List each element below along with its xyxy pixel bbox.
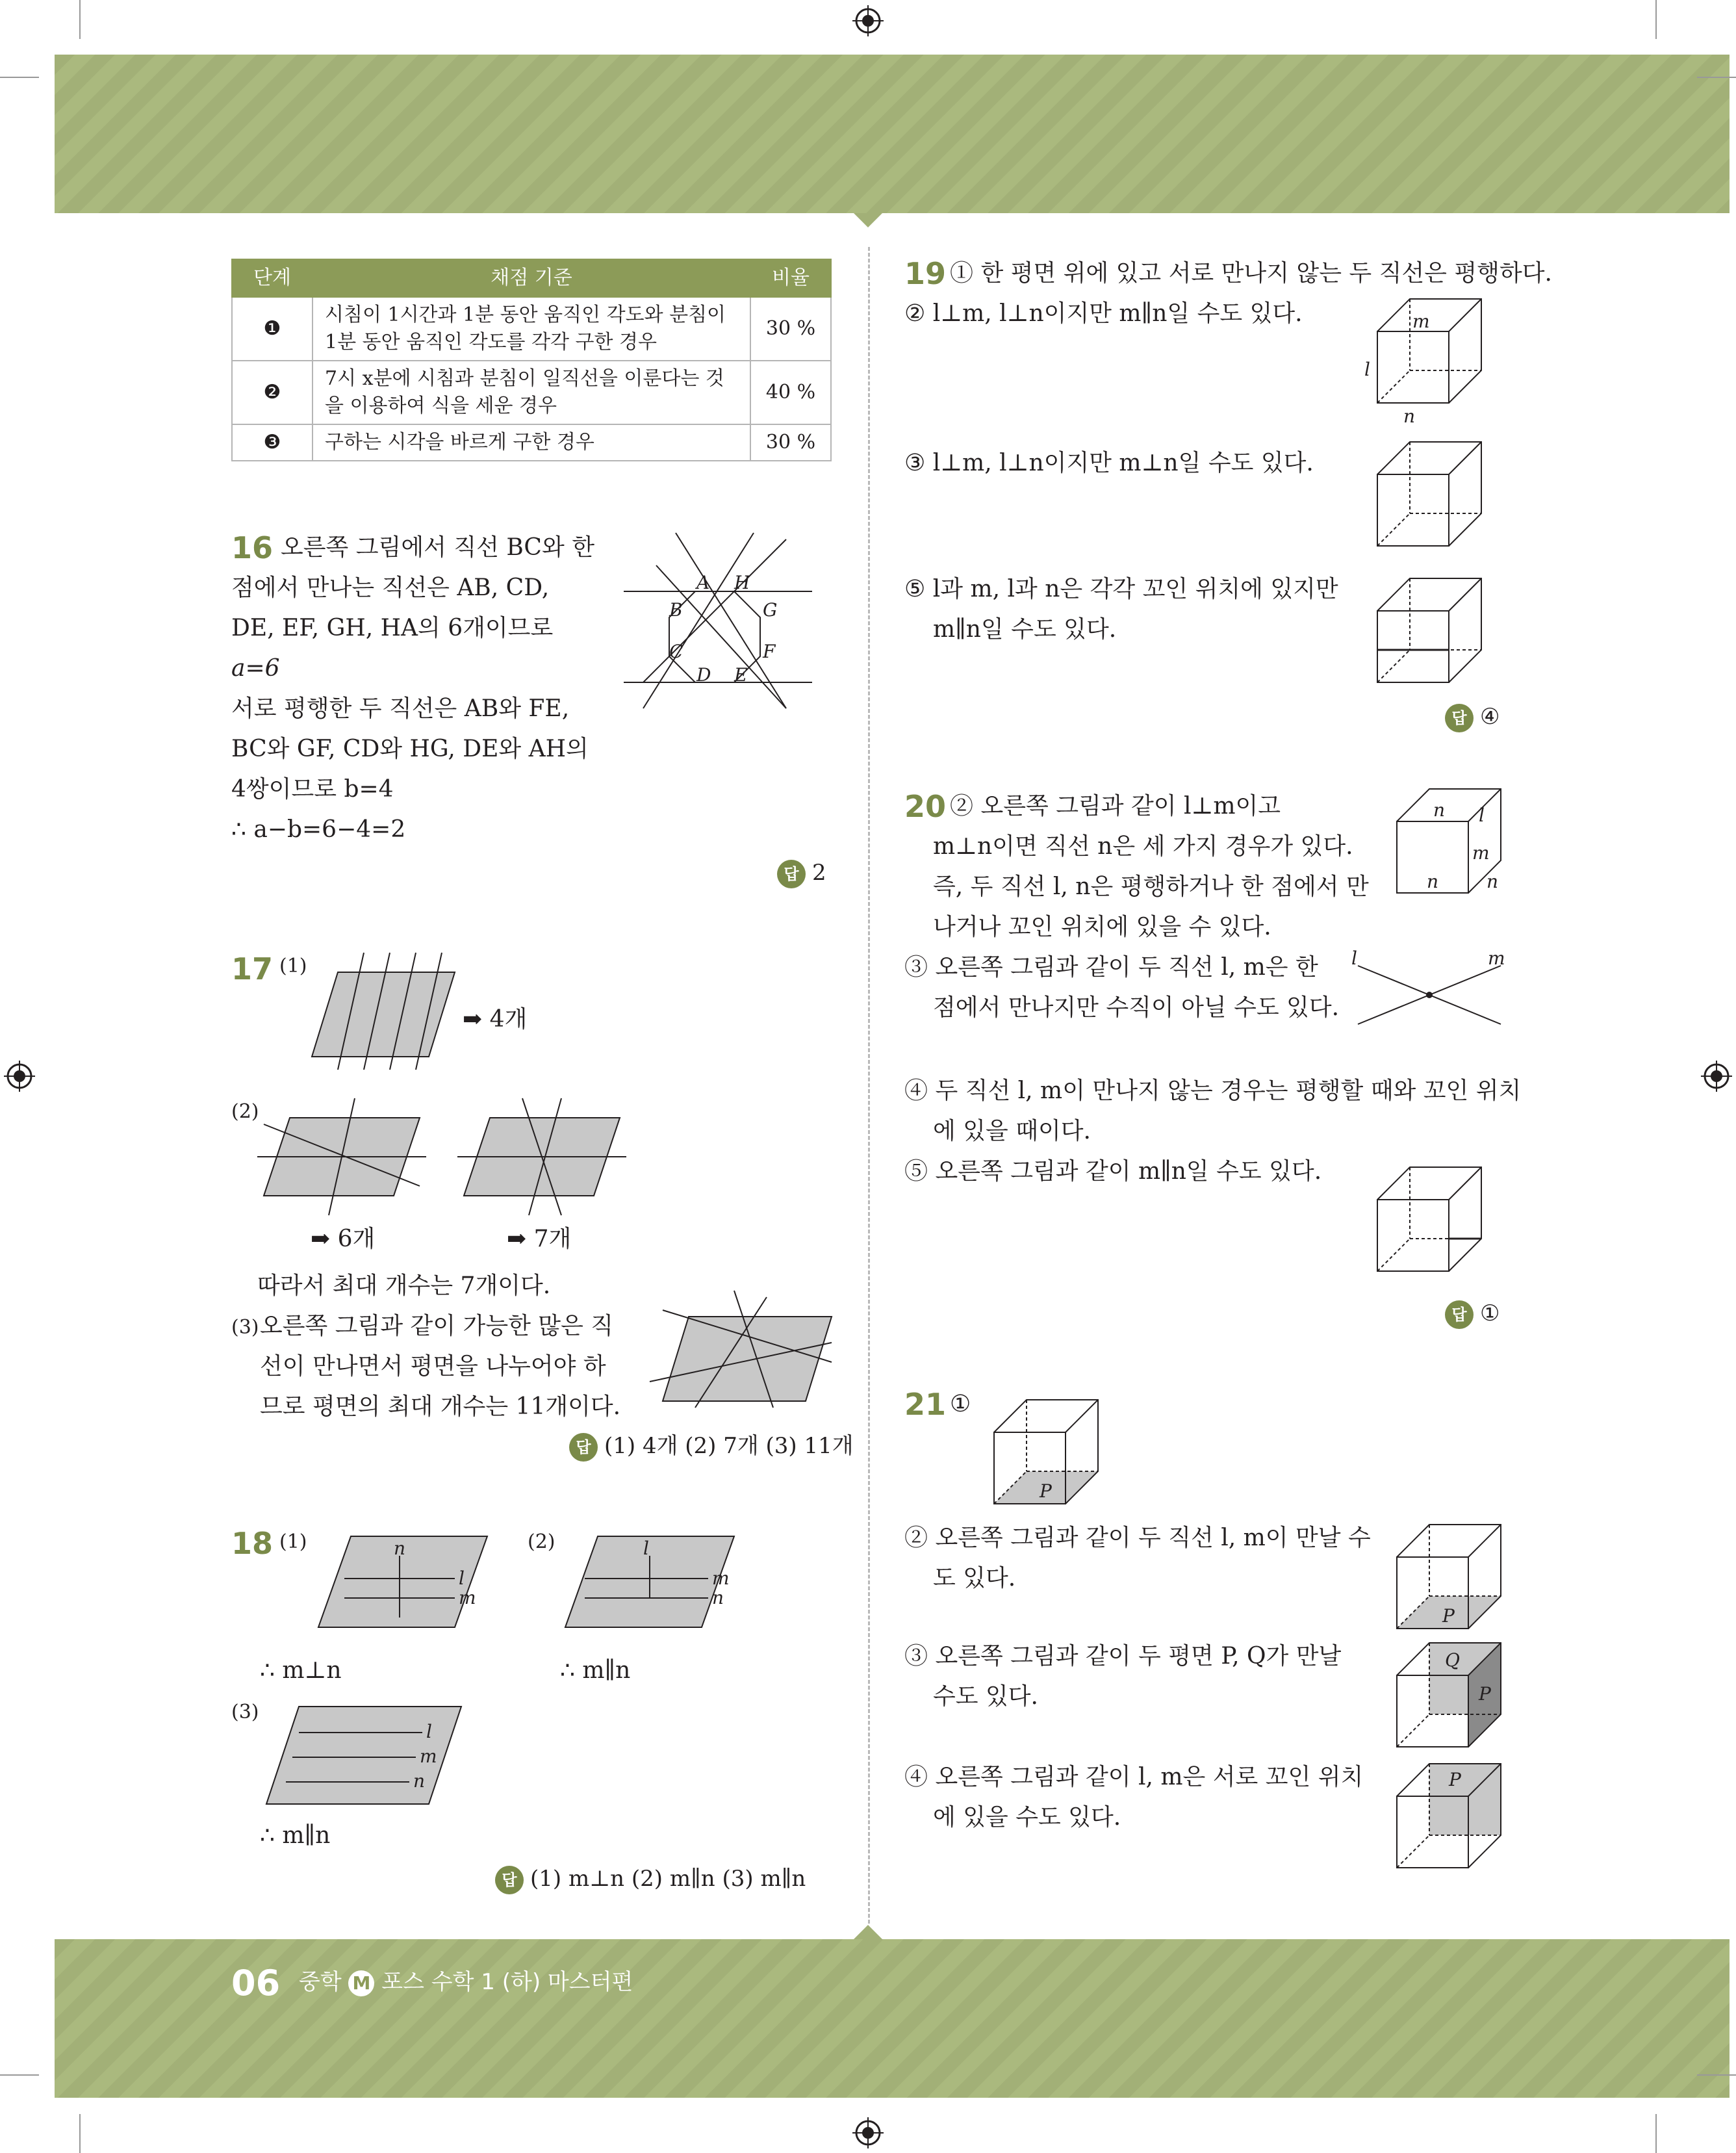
cube-figure <box>1364 1161 1494 1278</box>
line-label: l <box>459 1567 465 1589</box>
line-label: n <box>413 1770 426 1792</box>
criteria-line: 1분 동안 움직인 각도를 각각 구한 경우 <box>325 331 657 354</box>
column-divider <box>868 247 870 1924</box>
octagon-lines-figure <box>624 520 832 734</box>
crop-mark <box>1697 2074 1736 2076</box>
part-label: (3) <box>231 1701 259 1723</box>
line-label: l <box>643 1538 649 1559</box>
ratio-cell: 30 % <box>750 424 831 461</box>
book-title-b: 포스 수학 1 (하) 마스터편 <box>381 1969 633 1995</box>
problem-number: 17 <box>231 951 274 986</box>
line-label: n <box>394 1538 406 1559</box>
criteria-line: 을 이용하여 식을 세운 경우 <box>325 394 557 417</box>
cube-figure <box>1364 442 1494 559</box>
result-text: ➡ 7개 <box>507 1226 572 1252</box>
answer-badge: 답 <box>777 860 806 888</box>
part-label: (1) <box>279 1530 307 1553</box>
solution-line: 도 있다. <box>933 1565 1016 1592</box>
solution-line: 따라서 최대 개수는 7개이다. <box>257 1272 551 1299</box>
answer-badge: 답 <box>569 1433 598 1462</box>
answer <box>777 857 826 889</box>
criteria-line: 7시 x분에 시침과 분침이 일직선을 이룬다는 것 <box>325 367 724 390</box>
cube-figure <box>1364 572 1494 689</box>
solution-line: 수도 있다. <box>933 1683 1038 1710</box>
line-label: n <box>712 1587 724 1608</box>
bottom-banner-notch <box>854 1925 882 1939</box>
problem-number: 18 <box>231 1526 274 1561</box>
cube-figure <box>1390 1643 1507 1753</box>
part-label: (2) <box>528 1530 555 1553</box>
part-label: (1) <box>279 955 307 977</box>
solution-line: 점에서 만나는 직선은 AB, CD, <box>231 574 550 601</box>
line-label: l <box>1479 805 1485 826</box>
solution-line: ④ 오른쪽 그림과 같이 l, m은 서로 꼬인 위치 <box>904 1764 1364 1790</box>
parallelogram-figure <box>312 953 455 1070</box>
table-header-row <box>232 259 831 297</box>
line-label: m <box>459 1587 476 1608</box>
solution-line: ② l⊥m, l⊥n이지만 m∥n일 수도 있다. <box>904 300 1303 327</box>
point-label: E <box>734 664 748 686</box>
point-label: F <box>763 641 776 662</box>
cube-figure <box>1390 1525 1507 1635</box>
solution-line: ③ 오른쪽 그림과 같이 두 직선 l, m은 한 <box>904 954 1318 981</box>
solution-line: ⑤ 오른쪽 그림과 같이 m∥n일 수도 있다. <box>904 1158 1322 1185</box>
intersecting-lines-figure <box>1351 948 1507 1031</box>
line-label: n <box>1487 871 1499 892</box>
solution-line: 오른쪽 그림에서 직선 BC와 한 <box>281 534 594 561</box>
solution-line: ∴ a−b=6−4=2 <box>231 816 406 843</box>
crop-mark <box>1697 77 1736 78</box>
solution-line: ⑤ l과 m, l과 n은 각각 꼬인 위치에 있지만 <box>904 576 1338 602</box>
result-text: ∴ m⊥n <box>260 1657 342 1684</box>
answer-text: ④ <box>1480 704 1500 730</box>
table-row <box>232 424 831 461</box>
crop-mark <box>0 2074 39 2076</box>
plane-label: P <box>1479 1683 1491 1705</box>
line-label: l <box>1351 948 1357 969</box>
solution-line: ② 오른쪽 그림과 같이 두 직선 l, m이 만날 수 <box>904 1525 1371 1551</box>
cube-figure <box>981 1393 1111 1510</box>
line-label: l <box>1364 359 1370 380</box>
solution-line: DE, EF, GH, HA의 6개이므로 <box>231 615 554 641</box>
line-label: m <box>712 1567 730 1589</box>
solution-line: ② 오른쪽 그림과 같이 l⊥m이고 <box>950 793 1281 819</box>
cube-figure <box>1364 292 1494 427</box>
solution-line: 4쌍이므로 b=4 <box>231 776 394 803</box>
problem-number: 16 <box>231 530 274 565</box>
plane-label: P <box>1449 1769 1461 1790</box>
registration-mark-icon <box>852 5 884 36</box>
line-label: m <box>1488 948 1505 969</box>
line-label: m <box>1472 842 1490 864</box>
point-label: C <box>669 641 683 662</box>
ratio-cell: 30 % <box>750 297 831 361</box>
solution-line: 에 있을 수도 있다. <box>933 1804 1121 1831</box>
page-footer <box>231 1963 633 2003</box>
point-label: G <box>763 599 778 621</box>
solution-line: ① 한 평면 위에 있고 서로 만나지 않는 두 직선은 평행하다. <box>950 260 1552 287</box>
answer-text: (1) 4개 (2) 7개 (3) 11개 <box>604 1433 854 1459</box>
problem-number: 21 <box>904 1387 947 1422</box>
plane-lines-figure <box>559 1530 741 1634</box>
parallelogram-figure <box>457 1098 626 1215</box>
step-cell: ❶ <box>232 297 313 361</box>
solution-line: 므로 평면의 최대 개수는 11개이다. <box>260 1393 621 1420</box>
answer-badge: 답 <box>1445 704 1474 732</box>
table-header: 단계 <box>232 259 313 297</box>
crop-mark <box>79 0 81 39</box>
line-label: m <box>1412 311 1430 332</box>
step-cell: ❷ <box>232 361 313 424</box>
point-label: D <box>696 664 711 686</box>
solution-line: m⊥n이면 직선 n은 세 가지 경우가 있다. <box>933 833 1353 860</box>
scoring-table <box>231 259 832 461</box>
table-header: 비율 <box>750 259 831 297</box>
top-banner-notch <box>854 213 882 227</box>
table-header: 채점 기준 <box>313 259 750 297</box>
solution-line: ③ 오른쪽 그림과 같이 두 평면 P, Q가 만날 <box>904 1643 1342 1670</box>
line-label: l <box>426 1721 432 1742</box>
criteria-cell <box>313 424 750 461</box>
registration-mark-icon <box>1701 1061 1732 1092</box>
solution-line: 선이 만나면서 평면을 나누어야 하 <box>260 1353 606 1380</box>
result-text: ➡ 6개 <box>311 1226 376 1252</box>
step-cell: ❸ <box>232 424 313 461</box>
solution-line: ④ 두 직선 l, m이 만나지 않는 경우는 평행할 때와 꼬인 위치 <box>904 1077 1522 1104</box>
plane-lines-figure <box>260 1700 468 1811</box>
solution-line: BC와 GF, CD와 HG, DE와 AH의 <box>231 736 589 762</box>
part-label: (3) <box>231 1316 259 1339</box>
criteria-cell <box>313 361 750 424</box>
plane-lines-figure <box>312 1530 494 1634</box>
answer-badge: 답 <box>1445 1300 1474 1329</box>
registration-mark-icon <box>852 2117 884 2148</box>
line-label: n <box>1427 871 1439 892</box>
point-label: H <box>734 572 750 593</box>
part-label: (2) <box>231 1100 259 1123</box>
result-text: ∴ m∥n <box>560 1657 631 1684</box>
book-title-a: 중학 <box>298 1969 342 1995</box>
book-logo-icon: M <box>348 1970 374 1996</box>
ratio-cell: 40 % <box>750 361 831 424</box>
page-number: 06 <box>231 1962 281 2004</box>
point-label: B <box>669 599 683 621</box>
answer-text: (1) m⊥n (2) m∥n (3) m∥n <box>530 1866 806 1892</box>
crop-mark <box>0 77 39 78</box>
problem-number: 20 <box>904 789 947 824</box>
crop-mark <box>1655 0 1657 39</box>
answer <box>1445 1297 1500 1330</box>
cube-figure <box>1390 789 1507 899</box>
solution-line: 즉, 두 직선 l, n은 평행하거나 한 점에서 만 <box>933 873 1369 900</box>
answer-text: ① <box>1480 1300 1500 1326</box>
result-text: ➡ 4개 <box>463 1006 528 1033</box>
solution-line: a=6 <box>231 655 280 682</box>
answer-text: 2 <box>812 860 826 886</box>
crop-mark <box>79 2114 81 2153</box>
criteria-cell <box>313 297 750 361</box>
line-label: m <box>420 1746 437 1767</box>
crop-mark <box>1655 2114 1657 2153</box>
plane-label: P <box>1442 1605 1455 1627</box>
answer <box>1445 701 1500 733</box>
result-text: ∴ m∥n <box>260 1822 331 1849</box>
solution-line: m∥n일 수도 있다. <box>933 616 1117 643</box>
point-label: A <box>696 572 710 593</box>
solution-line: 서로 평행한 두 직선은 AB와 FE, <box>231 695 570 722</box>
registration-mark-icon <box>4 1061 35 1092</box>
cube-figure <box>1390 1764 1507 1874</box>
solution-line: ③ l⊥m, l⊥n이지만 m⊥n일 수도 있다. <box>904 450 1314 476</box>
solution-line: 나거나 꼬인 위치에 있을 수 있다. <box>933 914 1271 940</box>
plane-label: P <box>1040 1480 1052 1502</box>
problem-number: 19 <box>904 256 947 291</box>
solution-line: 오른쪽 그림과 같이 가능한 많은 직 <box>260 1313 614 1339</box>
line-label: n <box>1403 406 1416 427</box>
criteria-line: 시침이 1시간과 1분 동안 움직인 각도와 분침이 <box>325 303 726 326</box>
line-label: n <box>1433 799 1446 821</box>
criteria-line: 구하는 시각을 바르게 구한 경우 <box>325 431 594 454</box>
parallelogram-figure <box>643 1291 838 1408</box>
solution-line: 점에서 만나지만 수직이 아닐 수도 있다. <box>933 994 1340 1021</box>
table-row <box>232 297 831 361</box>
parallelogram-figure <box>257 1098 426 1215</box>
answer <box>569 1430 854 1462</box>
answer <box>495 1863 806 1895</box>
plane-label: Q <box>1445 1649 1460 1671</box>
table-row <box>232 361 831 424</box>
solution-line: 에 있을 때이다. <box>933 1118 1091 1144</box>
answer-badge: 답 <box>495 1866 524 1894</box>
solution-line: ① <box>950 1391 971 1417</box>
top-banner <box>55 55 1730 213</box>
